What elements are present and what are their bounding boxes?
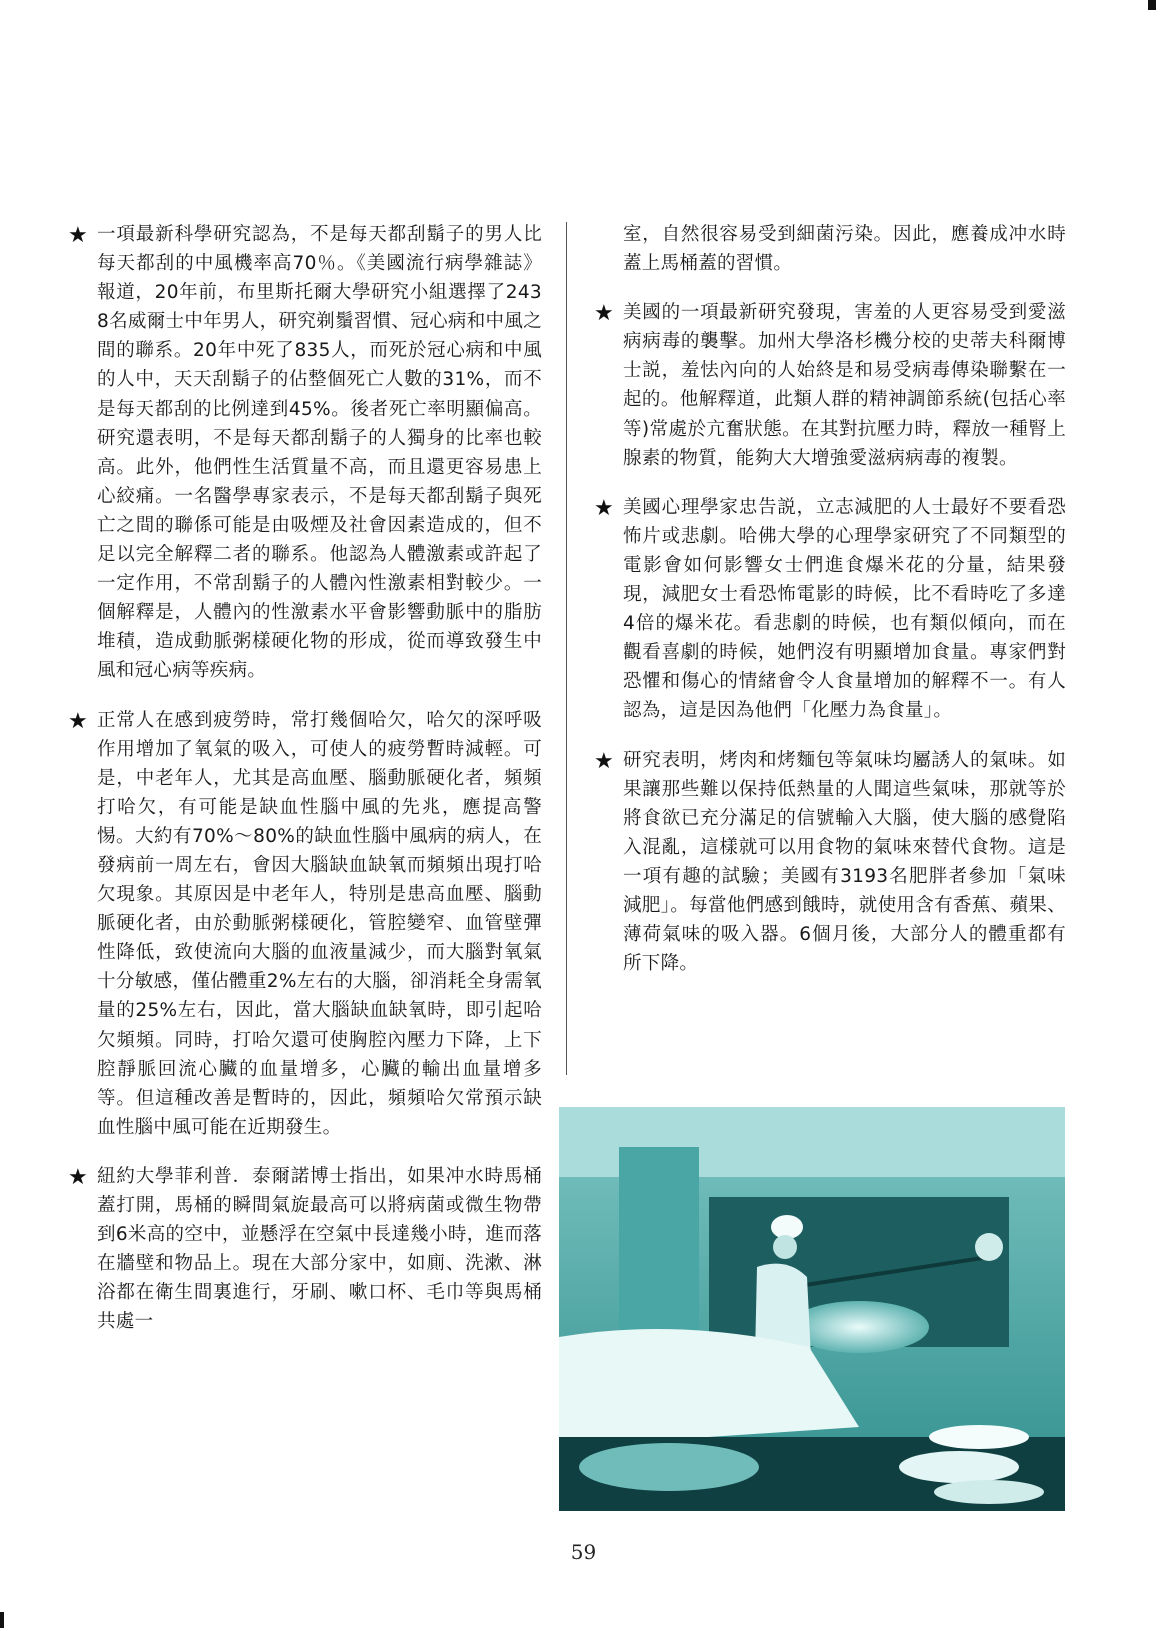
star-bullet-icon: ★ xyxy=(594,301,614,327)
article-item xyxy=(594,746,1066,979)
right-column xyxy=(594,220,1066,998)
article-text: 一項最新科學研究認為，不是每天都刮鬍子的男人比每天都刮的中風機率高70％。《美國流行病學雜誌》報道，20年前，布里斯托爾大學研究小組選擇了2438名威爾士中年男人，研究剃鬚習慣、冠心病和中風之間的聯系。20年中死了835人，而死於冠心病和中風的人中，天天刮鬍子的佔整個死亡人數的31%，而不是每天都刮的比例達到45%。後者死亡率明顯偏高。研究還表明，不是每天都刮鬍子的人獨身的比率也較高。此外，他們性生活質量不高，而且還更容易患上心絞痛。一名醫學專家表示，不是每天都刮鬍子與死亡之間的聯係可能是由吸煙及社會因素造成的，但不足以完全解釋二者的聯系。他認為人體激素或許起了一定作用，不常刮鬍子的人體內性激素相對較少。一個解釋是，人體內的性激素水平會影響動脈中的脂肪堆積，造成動脈粥樣硬化物的形成，從而導致發生中風和冠心病等疾病。 xyxy=(97,224,542,682)
star-bullet-icon: ★ xyxy=(594,495,614,521)
left-column xyxy=(68,220,542,1356)
article-continuation xyxy=(594,220,1066,278)
article-item xyxy=(68,706,542,1142)
article-item xyxy=(68,1162,542,1337)
article-text: 研究表明，烤肉和烤麵包等氣味均屬誘人的氣味。如果讓那些難以保持低熱量的人聞這些氣味，那就等於將食欲已充分滿足的信號輸入大腦，使大腦的感覺陷入混亂，這樣就可以用食物的氣味來替代食物。這是一項有趣的試驗；美國有3193名肥胖者參加「氣味減肥」。每當他們感到餓時，就使用含有香蕉、蘋果、薄荷氣味的吸入器。6個月後，大部分人的體重都有所下降。 xyxy=(623,749,1066,975)
article-item xyxy=(594,298,1066,473)
article-text: 正常人在感到疲勞時，常打幾個哈欠，哈欠的深呼吸作用增加了氧氣的吸入，可使人的疲勞暫時減輕。可是，中老年人，尤其是高血壓、腦動脈硬化者，頻頻打哈欠，有可能是缺血性腦中風的先兆，應提高警惕。大約有70%～80%的缺血性腦中風病的病人，在發病前一周左右，會因大腦缺血缺氧而頻頻出現打哈欠現象。其原因是中老年人，特別是患高血壓、腦動脈硬化者，由於動脈粥樣硬化，管腔變窄、血管壁彈性降低，致使流向大腦的血液量減少，而大腦對氧氣十分敏感，僅佔體重2%左右的大腦，卻消耗全身需氧量的25%左右，因此，當大腦缺血缺氧時，即引起哈欠頻頻。同時，打哈欠還可使胸腔內壓力下降，上下腔靜脈回流心臟的血量增多，心臟的輸出血量增多等。但這種改善是暫時的，因此，頻頻哈欠常預示缺血性腦中風可能在近期發生。 xyxy=(97,709,542,1138)
star-bullet-icon: ★ xyxy=(68,708,88,734)
article-item xyxy=(68,220,542,686)
scan-edge-mark xyxy=(1148,0,1156,10)
article-text: 美國心理學家忠告説，立志減肥的人士最好不要看恐怖片或悲劇。哈佛大學的心理學家研究了不同類型的電影會如何影響女士們進食爆米花的分量，結果發現，減肥女士看恐怖電影的時候，比不看時吃了多達4倍的爆米花。看悲劇的時候，也有類似傾向，而在觀看喜劇的時候，她們沒有明顯增加食量。專家們對恐懼和傷心的情緒會令人食量增加的解釋不一。有人認為，這是因為他們「化壓力為食量」。 xyxy=(623,496,1066,722)
article-text: 紐約大學菲利普．泰爾諾博士指出，如果冲水時馬桶蓋打開，馬桶的瞬間氣旋最高可以將病菌或微生物帶到6米高的空中，並懸浮在空氣中長達幾小時，進而落在牆壁和物品上。現在大部分家中，如廁、洗漱、淋浴都在衛生間裏進行，牙刷、嗽口杯、毛巾等與馬桶共處一 xyxy=(97,1165,542,1333)
restaurant-kitchen-photo xyxy=(559,1107,1065,1511)
photo-illustration xyxy=(559,1107,1065,1511)
star-bullet-icon: ★ xyxy=(68,223,88,248)
scan-edge-mark xyxy=(0,1612,4,1628)
page-number: 59 xyxy=(570,1540,597,1564)
column-divider xyxy=(566,222,567,1075)
article-text: 室，自然很容易受到細菌污染。因此，應養成冲水時蓋上馬桶蓋的習慣。 xyxy=(623,224,1066,275)
star-bullet-icon: ★ xyxy=(594,748,614,774)
star-bullet-icon: ★ xyxy=(68,1164,88,1190)
article-text: 美國的一項最新研究發現，害羞的人更容易受到愛滋病病毒的襲擊。加州大學洛杉機分校的史蒂夫科爾博士説，羞怯內向的人始終是和易受病毒傳染聯繫在一起的。他解釋道，此類人群的精神調節系統(包括心率等)常處於亢奮狀態。在其對抗壓力時，釋放一種腎上腺素的物質，能夠大大增強愛滋病病毒的複製。 xyxy=(623,302,1066,469)
article-item xyxy=(594,493,1066,726)
